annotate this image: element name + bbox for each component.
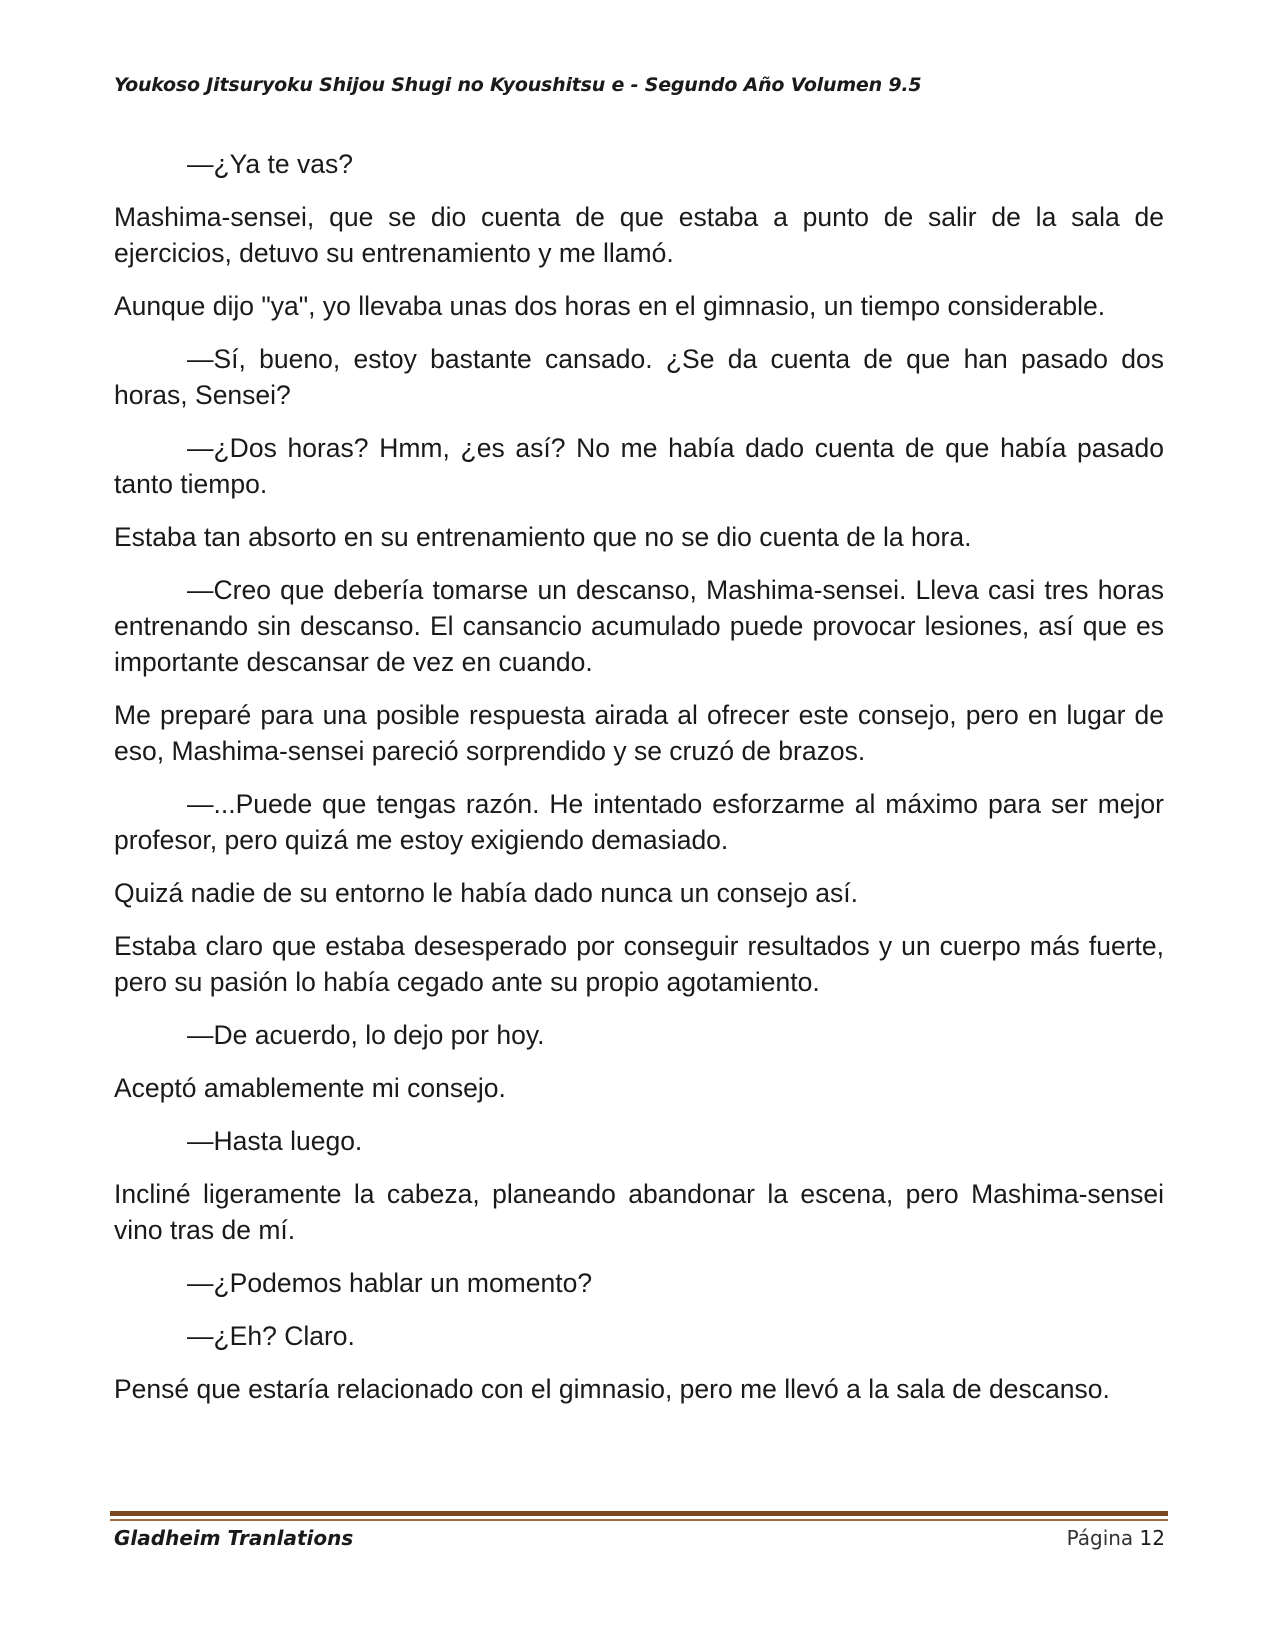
paragraph-narration: Estaba tan absorto en su entrenamiento que no se dio cuenta de la hora. [114,522,972,552]
paragraph-dialogue: —Creo que debería tomarse un descanso, Mashima-sensei. Lleva casi tres horas entrenando sin descanso. El cansancio acumulado puede provocar lesiones, así que es importante descansar de vez en cuando. [114,575,1164,677]
paragraph-dialogue: —¿Podemos hablar un momento? [187,1268,593,1298]
footer-publisher: Gladheim Tranlations [114,1526,354,1550]
footer-page-indicator [1067,1526,1165,1550]
paragraph-narration: Mashima-sensei, que se dio cuenta de que estaba a punto de salir de la sala de ejercicios, detuvo su entrenamiento y me llamó. [114,202,1164,268]
footer-rule-thick [110,1511,1168,1516]
paragraph-dialogue: —De acuerdo, lo dejo por hoy. [187,1020,545,1050]
page-body [114,146,1164,1424]
paragraph-narration: Pensé que estaría relacionado con el gimnasio, pero me llevó a la sala de descanso. [114,1374,1110,1404]
paragraph-dialogue: —Hasta luego. [187,1126,363,1156]
paragraph-dialogue: —¿Ya te vas? [187,149,353,179]
paragraph-narration: Quizá nadie de su entorno le había dado nunca un consejo así. [114,878,859,908]
page-label: Página [1066,1526,1134,1550]
paragraph-narration: Incliné ligeramente la cabeza, planeando abandonar la escena, pero Mashima-sensei vino tras de mí. [114,1179,1164,1245]
paragraph-dialogue: —Sí, bueno, estoy bastante cansado. ¿Se da cuenta de que han pasado dos horas, Sensei? [114,344,1164,410]
paragraph-narration: Me preparé para una posible respuesta airada al ofrecer este consejo, pero en lugar de eso, Mashima-sensei pareció sorprendido y se cruzó de brazos. [114,700,1164,766]
paragraph-narration: Aceptó amablemente mi consejo. [114,1073,506,1103]
paragraph-dialogue: —¿Eh? Claro. [187,1321,355,1351]
paragraph-dialogue: —¿Dos horas? Hmm, ¿es así? No me había dado cuenta de que había pasado tanto tiempo. [114,433,1164,499]
running-header: Youkoso Jitsuryoku Shijou Shugi no Kyoushitsu e - Segundo Año Volumen 9.5 [114,74,922,96]
page-number: 12 [1139,1526,1165,1550]
paragraph-narration: Aunque dijo "ya", yo llevaba unas dos horas en el gimnasio, un tiempo considerable. [114,291,1106,321]
footer-rule-thin [110,1519,1168,1521]
paragraph-narration: Estaba claro que estaba desesperado por conseguir resultados y un cuerpo más fuerte, pero su pasión lo había cegado ante su propio agotamiento. [114,931,1164,997]
paragraph-dialogue: —...Puede que tengas razón. He intentado esforzarme al máximo para ser mejor profesor, pero quizá me estoy exigiendo demasiado. [114,789,1164,855]
